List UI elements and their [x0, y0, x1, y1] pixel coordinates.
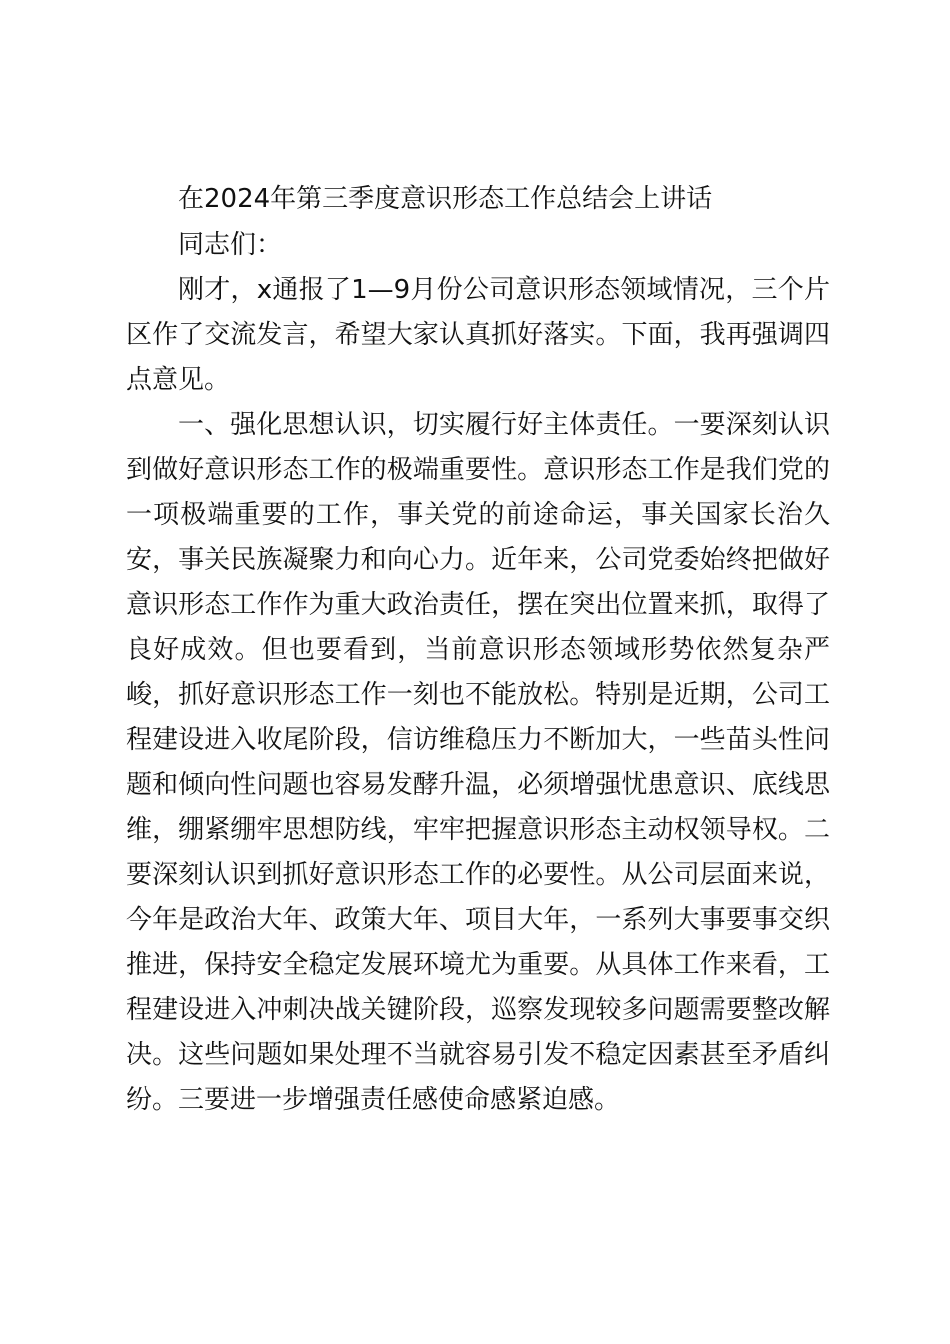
document-body: [126, 176, 830, 1123]
paragraph-section-one: 一、强化思想认识，切实履行好主体责任。一要深刻认识到做好意识形态工作的极端重要性。意识形态工作是我们党的一项极端重要的工作，事关党的前途命运，事关国家长治久安，事关民族凝聚力和向心力。近年来，公司党委始终把做好意识形态工作作为重大政治责任，摆在突出位置来抓，取得了良好成效。但也要看到，当前意识形态领域形势依然复杂严峻，抓好意识形态工作一刻也不能放松。特别是近期，公司工程建设进入收尾阶段，信访维稳压力不断加大，一些苗头性问题和倾向性问题也容易发酵升温，必须增强忧患意识、底线思维，绷紧绷牢思想防线，牢牢把握意识形态主动权领导权。二要深刻认识到抓好意识形态工作的必要性。从公司层面来说，今年是政治大年、政策大年、项目大年，一系列大事要事交织推进，保持安全稳定发展环境尤为重要。从具体工作来看，工程建设进入冲刺决战关键阶段，巡察发现较多问题需要整改解决。这些问题如果处理不当就容易引发不稳定因素甚至矛盾纠纷。三要进一步增强责任感使命感紧迫感。: [126, 410, 830, 1115]
paragraph-intro: 刚才，x通报了1—9月份公司意识形态领域情况，三个片区作了交流发言，希望大家认真抓好落实。下面，我再强调四点意见。: [126, 275, 830, 395]
document-title: 在2024年第三季度意识形态工作总结会上讲话: [178, 184, 713, 214]
salutation: 同志们：: [178, 230, 283, 260]
